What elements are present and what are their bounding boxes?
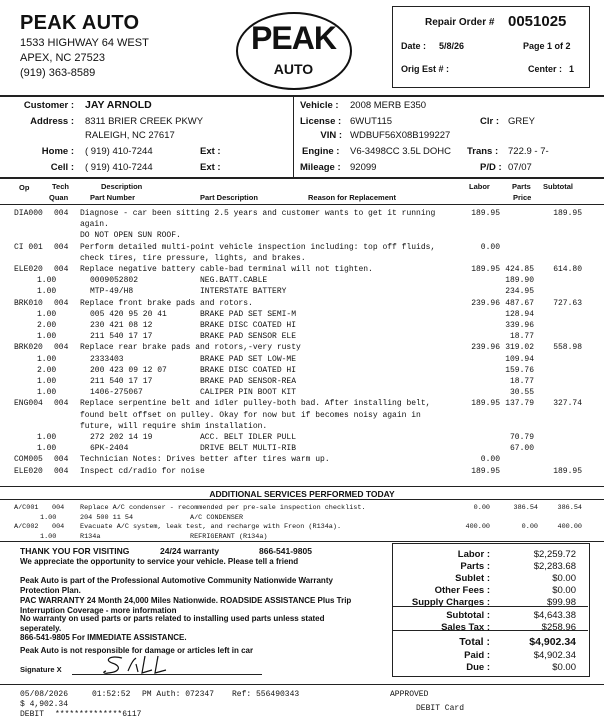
cell-parts: 0.00 <box>521 523 538 531</box>
warranty-para2: PAC WARRANTY 24 Month 24,000 Miles Nationwide. ROADSIDE ASSISTANCE Plus Trip Interruption Coverage - more information <box>20 596 352 615</box>
table-row <box>0 388 604 398</box>
cell-pd: BRAKE PAD SENSOR ELE <box>200 332 297 342</box>
total-value-subtotal: $4,643.38 <box>533 610 576 621</box>
cell-pd: INTERSTATE BATTERY <box>200 287 287 297</box>
receipt-card-type: DEBIT <box>20 710 45 719</box>
vin-value: WDBUF56X08B199227 <box>350 130 451 141</box>
cell-tech: 1.00 <box>37 332 57 342</box>
disclaimer-text: Peak Auto is not responsible for damage or articles left in car <box>20 646 254 655</box>
table-row <box>0 377 604 387</box>
cell-op: A/C002 <box>14 523 39 531</box>
additional-row <box>0 503 604 513</box>
table-row <box>0 243 604 253</box>
color-label: Clr : <box>480 116 499 127</box>
total-value-tax: $258.96 <box>541 622 576 633</box>
cell-labor: 239.96 <box>471 343 500 353</box>
cell-pd: BRAKE PAD SET SEMI-M <box>200 309 297 319</box>
total-value-other: $0.00 <box>552 585 576 596</box>
cell-desc: future, will require shim installation. <box>80 421 268 431</box>
home-label: Home : <box>41 146 74 157</box>
cell-tech: 1.00 <box>37 309 57 319</box>
additional-row <box>0 522 604 532</box>
cell-op: CI 001 <box>14 242 43 252</box>
cell-tech: 1.00 <box>37 287 57 297</box>
table-row <box>0 422 604 432</box>
cell-parts: 386.54 <box>513 504 538 512</box>
cell-labor: 189.95 <box>471 265 500 274</box>
cell-parts: 128.94 <box>505 309 534 319</box>
cell-pn: 272 202 14 19 <box>90 433 153 442</box>
cell-pn: 6PK-2404 <box>90 444 129 454</box>
cell-tech: 1.00 <box>37 377 57 386</box>
receipt-time: 01:52:52 <box>92 690 131 699</box>
cell-pd: REFRIGERANT (R134a) <box>190 533 268 541</box>
cell-desc: Perform detailed multi-point vehicle inspection including: top off fluids, <box>80 242 436 252</box>
cell-parts: 159.76 <box>505 365 534 375</box>
cell-tech: 004 <box>54 399 69 409</box>
table-row <box>0 287 604 297</box>
table-row <box>0 433 604 443</box>
cell-labor: 0.00 <box>480 455 500 465</box>
cell-desc: again. <box>80 220 109 230</box>
cell-pn: 204 500 11 54 <box>80 514 134 522</box>
cell-pn: 0009052802 <box>90 276 139 286</box>
cell-ext-label: Ext : <box>200 162 221 173</box>
cell-desc: Technician Notes: Drives better after tires warm up. <box>80 455 330 465</box>
cell-parts: 137.79 <box>505 399 534 409</box>
cell-pn: 200 423 09 12 07 <box>90 365 167 375</box>
table-row <box>0 411 604 421</box>
total-value-total: $4,902.34 <box>529 636 576 648</box>
cell-desc: Replace serpentine belt and idler pulley-both bad. After installing belt, <box>80 399 431 409</box>
col-price: Price <box>513 193 532 202</box>
home-ext-label: Ext : <box>200 146 221 157</box>
total-label-other: Other Fees : <box>434 585 490 596</box>
cell-label: Cell : <box>50 162 74 173</box>
customer-label: Customer : <box>23 100 74 111</box>
warranty-text: 24/24 warranty <box>160 546 220 556</box>
cell-parts: 319.02 <box>505 343 534 353</box>
cell-parts: 487.67 <box>505 298 534 308</box>
cell-tech: 004 <box>54 298 69 308</box>
total-value-supply: $99.98 <box>546 597 576 608</box>
total-label-supply: Supply Charges : <box>411 597 490 608</box>
total-label-total: Total : <box>459 636 490 648</box>
cell-desc: Replace front brake pads and rotors. <box>80 298 253 308</box>
table-row <box>0 231 604 241</box>
cell-subtotal: 189.95 <box>553 466 582 476</box>
cell-tech: 1.00 <box>40 533 57 541</box>
cell-pd: BRAKE DISC COATED HI <box>200 365 297 375</box>
pd-label: P/D : <box>480 162 502 173</box>
table-row <box>0 355 604 365</box>
total-value-labor: $2,259.72 <box>533 549 576 560</box>
col-parts: Parts <box>512 182 531 191</box>
cell-tech: 004 <box>54 209 69 218</box>
center-label: Center : <box>528 64 563 74</box>
table-row <box>0 310 604 320</box>
warranty-para3: No warranty on used parts or parts related to installing used parts unless stated seperately. <box>20 614 325 633</box>
table-row <box>0 209 604 219</box>
signature-label: Signature X <box>20 665 62 674</box>
total-label-sublet: Sublet : <box>455 573 490 584</box>
receipt-ref: Ref: 556490343 <box>232 690 300 699</box>
cell-subtotal: 614.80 <box>553 265 582 274</box>
cell-op: ELE020 <box>14 265 43 274</box>
table-row <box>0 467 604 477</box>
col-op: Op <box>19 183 30 192</box>
cell-labor: 239.96 <box>471 298 500 308</box>
cell-parts: 67.00 <box>509 444 534 454</box>
mileage-label: Mileage : <box>300 162 341 173</box>
total-value-parts: $2,283.68 <box>533 561 576 572</box>
total-label-parts: Parts : <box>460 561 490 572</box>
table-row <box>0 343 604 353</box>
cell-tech: 1.00 <box>37 354 57 364</box>
cell-labor: 189.95 <box>471 466 500 476</box>
engine-label: Engine : <box>302 146 340 157</box>
cell-labor: 400.00 <box>465 523 490 531</box>
cell-pn: 1406-275067 <box>90 388 143 398</box>
cell-op: A/C001 <box>14 504 39 512</box>
cell-tech: 1.00 <box>37 276 57 286</box>
cell-subtotal: 386.54 <box>557 504 582 512</box>
table-row <box>0 276 604 286</box>
table-row <box>0 366 604 376</box>
address-label: Address : <box>30 116 74 127</box>
cell-desc: Replace negative battery cable-bad terminal will not tighten. <box>80 265 373 274</box>
shop-address-line2: APEX, NC 27523 <box>20 52 105 64</box>
col-part-number: Part Number <box>90 193 136 202</box>
cell-tech: 004 <box>52 504 65 512</box>
assistance-phone-text: 866-541-9805 For IMMEDIATE ASSISTANCE. <box>20 633 187 642</box>
cell-desc: DO NOT OPEN SUN ROOF. <box>80 231 181 241</box>
shop-logo <box>236 12 352 90</box>
logo-text-top: PEAK <box>251 20 336 56</box>
warranty-phone: 866-541-9805 <box>259 546 312 556</box>
cell-parts: 18.77 <box>509 377 534 386</box>
cell-op: ELE020 <box>14 466 43 476</box>
additional-title: ADDITIONAL SERVICES PERFORMED TODAY <box>209 489 395 499</box>
table-row <box>0 455 604 465</box>
cell-parts: 339.96 <box>505 321 534 330</box>
cell-pd: NEG.BATT.CABLE <box>200 276 268 286</box>
col-labor: Labor <box>469 182 490 191</box>
engine-value: V6-3498CC 3.5L DOHC <box>350 146 452 157</box>
customer-city: RALEIGH, NC 27617 <box>85 130 175 141</box>
cell-op: COM005 <box>14 455 43 465</box>
customer-street: 8311 BRIER CREEK PKWY <box>85 116 204 127</box>
cell-op: BRK020 <box>14 343 43 353</box>
cell-desc: found belt offset on pulley. Okay for now but if becomes noisy again in <box>80 410 421 420</box>
total-value-paid: $4,902.34 <box>533 650 576 661</box>
cell-labor: 189.95 <box>471 399 500 409</box>
cell-desc: Inspect cd/radio for noise <box>80 466 205 476</box>
cell-pn: 211 540 17 17 <box>90 377 153 386</box>
cell-desc: check tires, tire pressure, lights, and brakes. <box>80 253 306 263</box>
cell-parts: 70.79 <box>509 433 534 442</box>
order-date: 5/8/26 <box>439 41 465 51</box>
cell-desc: Replace A/C condenser - recommended per pre-sale inspection checklist. <box>80 504 366 512</box>
page-number: Page 1 of 2 <box>523 41 571 51</box>
customer-signature <box>100 652 180 678</box>
cell-op: ENG004 <box>14 399 43 409</box>
cell-labor: 189.95 <box>471 209 500 218</box>
table-row <box>0 444 604 454</box>
cell-tech: 004 <box>54 265 69 274</box>
cell-tech: 004 <box>54 343 69 353</box>
table-row <box>0 399 604 409</box>
cell-pn: MTP-49/H8 <box>90 287 134 297</box>
date-label: Date : <box>401 41 427 51</box>
cell-subtotal: 400.00 <box>557 523 582 531</box>
cell-tech: 004 <box>52 523 65 531</box>
license-label: License : <box>300 116 342 127</box>
cell-pd: ACC. BELT IDLER PULL <box>200 433 297 442</box>
appreciate-text: We appreciate the opportunity to service your vehicle. Please tell a friend <box>20 557 299 566</box>
col-part-description: Part Description <box>200 193 258 202</box>
cell-tech: 1.00 <box>40 514 57 522</box>
cell-tech: 1.00 <box>37 388 57 398</box>
receipt-auth: PM Auth: 072347 <box>142 690 215 699</box>
receipt-card-number: **************6117 <box>55 710 142 719</box>
receipt-date: 05/08/2026 <box>20 690 69 699</box>
ro-label: Repair Order # <box>425 17 495 28</box>
total-value-sublet: $0.00 <box>552 573 576 584</box>
cell-pn: 2333403 <box>90 354 124 364</box>
mileage-value: 92099 <box>350 162 377 173</box>
cell-tech: 004 <box>54 242 69 252</box>
cell-pn: R134a <box>80 533 101 541</box>
col-description: Description <box>101 182 143 191</box>
vehicle-value: 2008 MERB E350 <box>350 100 427 111</box>
cell-tech: 1.00 <box>37 433 57 442</box>
total-label-tax: Sales Tax : <box>441 622 490 633</box>
cell-subtotal: 727.63 <box>553 298 582 308</box>
warranty-para1: Peak Auto is part of the Professional Automotive Community Nationwide Warranty Protection Plan. <box>20 576 333 595</box>
cell-op: BRK010 <box>14 298 43 308</box>
cell-parts: 18.77 <box>509 332 534 342</box>
table-row <box>0 254 604 264</box>
cell-pn: 211 540 17 17 <box>90 332 153 342</box>
col-tech: Tech <box>52 182 69 191</box>
table-row <box>0 220 604 230</box>
col-reason: Reason for Replacement <box>308 193 396 202</box>
table-row <box>0 321 604 331</box>
shop-phone: (919) 363-8589 <box>20 67 96 79</box>
total-label-due: Due : <box>466 662 490 673</box>
total-label-paid: Paid : <box>464 650 490 661</box>
cell-subtotal: 189.95 <box>553 209 582 218</box>
home-phone: ( 919) 410-7244 <box>85 146 153 157</box>
cell-pn: 005 420 95 20 41 <box>90 309 167 319</box>
cell-parts: 189.90 <box>505 276 534 286</box>
cell-desc: Diagnose - car been sitting 2.5 years and customer wants to get it running <box>80 209 436 218</box>
receipt-debit-card: DEBIT Card <box>416 704 465 713</box>
cell-pd: BRAKE DISC COATED HI <box>200 321 297 330</box>
center-value: 1 <box>569 64 575 74</box>
license-value: 6WUT115 <box>350 116 393 127</box>
total-label-labor: Labor : <box>457 549 490 560</box>
table-row <box>0 299 604 309</box>
cell-pd: DRIVE BELT MULTI-RIB <box>200 444 297 454</box>
cell-tech: 2.00 <box>37 365 57 375</box>
table-row <box>0 265 604 275</box>
table-row <box>0 332 604 342</box>
receipt-amount: $ 4,902.34 <box>20 700 69 709</box>
thanks-text: THANK YOU FOR VISITING <box>20 546 130 556</box>
customer-name: JAY ARNOLD <box>85 99 152 111</box>
cell-pd: A/C CONDENSER <box>190 514 244 522</box>
col-subtotal: Subtotal <box>543 182 573 191</box>
cell-phone: ( 919) 410-7244 <box>85 162 153 173</box>
shop-name: PEAK AUTO <box>20 12 140 34</box>
orig-est-label: Orig Est # : <box>401 64 450 74</box>
cell-subtotal: 327.74 <box>553 399 582 409</box>
cell-pd: BRAKE PAD SET LOW-ME <box>200 354 297 364</box>
total-value-due: $0.00 <box>552 662 576 673</box>
ro-number: 0051025 <box>508 13 567 30</box>
vehicle-label: Vehicle : <box>300 100 339 111</box>
cell-parts: 424.85 <box>505 265 534 274</box>
logo-text-bottom: AUTO <box>273 61 314 77</box>
pd-value: 07/07 <box>508 162 532 173</box>
cell-pd: BRAKE PAD SENSOR-REA <box>200 377 297 386</box>
cell-tech: 2.00 <box>37 321 57 330</box>
cell-tech: 1.00 <box>37 444 57 454</box>
cell-pn: 230 421 08 12 <box>90 321 153 330</box>
vin-label: VIN : <box>320 130 342 141</box>
cell-pd: CALIPER PIN BOOT KIT <box>200 388 297 398</box>
total-label-subtotal: Subtotal : <box>446 610 490 621</box>
cell-op: DIA000 <box>14 209 43 218</box>
cell-labor: 0.00 <box>480 242 500 252</box>
cell-labor: 0.00 <box>473 504 490 512</box>
col-quan: Quan <box>49 193 69 202</box>
cell-tech: 004 <box>54 466 69 476</box>
trans-value: 722.9 - 7- <box>508 146 549 157</box>
cell-parts: 30.55 <box>509 388 534 398</box>
cell-parts: 234.95 <box>505 287 534 297</box>
cell-desc: Replace rear brake pads and rotors,-very rusty <box>80 343 301 353</box>
order-box <box>392 6 590 88</box>
color-value: GREY <box>508 116 535 127</box>
trans-label: Trans : <box>467 146 499 157</box>
shop-address-line1: 1533 HIGHWAY 64 WEST <box>20 37 149 49</box>
cell-desc: Evacuate A/C system, leak test, and recharge with Freon (R134a). <box>80 523 342 531</box>
cell-tech: 004 <box>54 455 69 465</box>
receipt-approved: APPROVED <box>390 690 429 699</box>
cell-parts: 109.94 <box>505 354 534 364</box>
cell-subtotal: 558.98 <box>553 343 582 353</box>
